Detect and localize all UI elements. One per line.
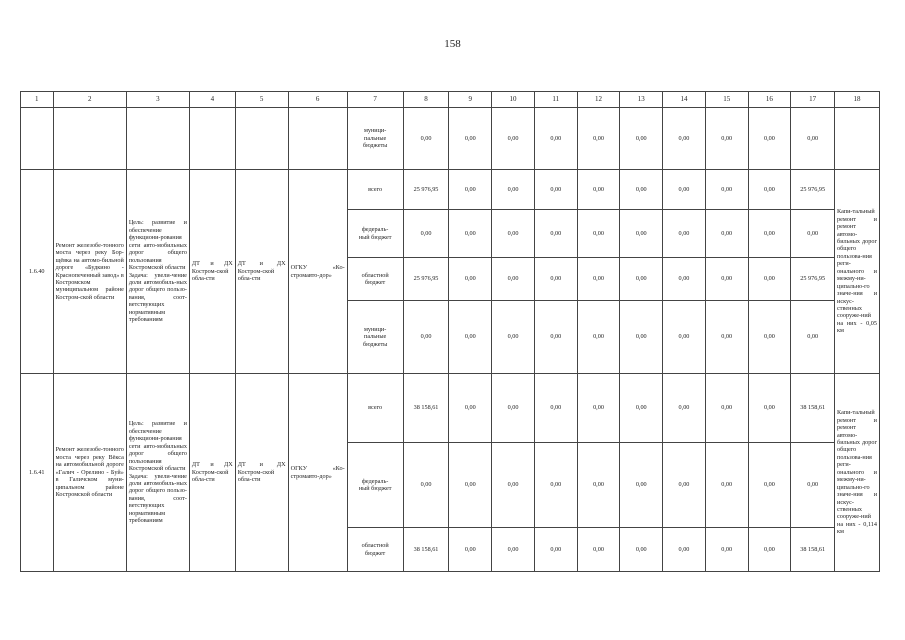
funding-source: федераль- ный бюджет: [347, 210, 403, 258]
value-cell: 0,00: [403, 108, 449, 170]
empty-cell: [53, 108, 126, 170]
expected-result: Капи-тальный ремонт и ремонт автомо-бильных дорог общего пользова-ния реги-онального и межму-ни-ципально-го значе-ния и искус-ственных сооруже-ний на них - 0,114 км: [835, 374, 880, 572]
value-cell: 0,00: [791, 210, 835, 258]
continuation-row: [21, 108, 880, 170]
value-cell: 0,00: [620, 108, 663, 170]
co-executor: ДТ и ДХ Костром-ской обла-сти: [235, 374, 288, 572]
value-cell: 0,00: [534, 528, 577, 572]
value-cell: 0,00: [534, 108, 577, 170]
header-cell-5: 5: [235, 92, 288, 108]
value-cell: 0,00: [705, 443, 748, 528]
header-cell-16: 16: [748, 92, 791, 108]
value-cell: 0,00: [449, 301, 492, 374]
responsible-executor: ДТ и ДХ Костром-ской обла-сти: [189, 170, 235, 374]
value-cell: 0,00: [748, 528, 791, 572]
header-cell-1: 1: [21, 92, 54, 108]
value-cell: 25 976,95: [791, 258, 835, 301]
empty-cell: [126, 108, 189, 170]
value-cell: 38 158,61: [403, 374, 449, 443]
header-cell-7: 7: [347, 92, 403, 108]
header-cell-17: 17: [791, 92, 835, 108]
value-cell: 38 158,61: [791, 528, 835, 572]
value-cell: 0,00: [748, 258, 791, 301]
value-cell: 0,00: [663, 301, 706, 374]
value-cell: 0,00: [403, 210, 449, 258]
value-cell: 0,00: [663, 258, 706, 301]
item-name: Ремонт железобе-тонного моста через реку Вёкса на автомобильной дороге «Галич - Орелино - Буй» в Галичском муни-ципальном районе Костромской области: [53, 374, 126, 572]
value-cell: 0,00: [620, 258, 663, 301]
value-cell: 0,00: [577, 301, 620, 374]
value-cell: 0,00: [449, 108, 492, 170]
value-cell: 0,00: [449, 210, 492, 258]
value-cell: 0,00: [705, 108, 748, 170]
value-cell: 0,00: [577, 528, 620, 572]
value-cell: 0,00: [534, 443, 577, 528]
participant: ОГКУ «Ко-стромавто-дор»: [288, 374, 347, 572]
value-cell: 0,00: [449, 374, 492, 443]
funding-source: областной бюджет: [347, 258, 403, 301]
value-cell: 0,00: [705, 210, 748, 258]
funding-source: всего: [347, 374, 403, 443]
header-cell-6: 6: [288, 92, 347, 108]
value-cell: 0,00: [748, 301, 791, 374]
responsible-executor: ДТ и ДХ Костром-ской обла-сти: [189, 374, 235, 572]
value-cell: 0,00: [534, 258, 577, 301]
value-cell: 0,00: [492, 528, 535, 572]
value-cell: 0,00: [748, 210, 791, 258]
value-cell: 0,00: [577, 443, 620, 528]
value-cell: 0,00: [492, 301, 535, 374]
participant: ОГКУ «Ко-стромавто-дор»: [288, 170, 347, 374]
value-cell: 0,00: [577, 374, 620, 443]
value-cell: 0,00: [705, 170, 748, 210]
header-cell-11: 11: [534, 92, 577, 108]
value-cell: 0,00: [620, 170, 663, 210]
value-cell: 0,00: [748, 170, 791, 210]
header-cell-3: 3: [126, 92, 189, 108]
header-cell-4: 4: [189, 92, 235, 108]
item-goal: Цель: развитие и обеспечение функциони-рования сети авто-мобильных дорог общего пользования Костромской области Задача: увели-чение доли автомобиль-ных дорог общего пользо-вания, соот-ветствующих нормативным требованиям: [126, 170, 189, 374]
value-cell: 0,00: [748, 374, 791, 443]
value-cell: 0,00: [577, 108, 620, 170]
value-cell: 38 158,61: [791, 374, 835, 443]
value-cell: 0,00: [449, 528, 492, 572]
value-cell: 0,00: [449, 170, 492, 210]
value-cell: 0,00: [791, 301, 835, 374]
header-cell-8: 8: [403, 92, 449, 108]
empty-cell: [288, 108, 347, 170]
item-number: 1.6.40: [21, 170, 54, 374]
header-row: [21, 92, 880, 108]
value-cell: 0,00: [620, 443, 663, 528]
value-cell: 0,00: [620, 210, 663, 258]
item-2-row: [21, 374, 880, 443]
value-cell: 0,00: [534, 301, 577, 374]
empty-cell: [189, 108, 235, 170]
header-cell-10: 10: [492, 92, 535, 108]
funding-source: федераль- ный бюджет: [347, 443, 403, 528]
value-cell: 25 976,95: [403, 170, 449, 210]
funding-source: областной бюджет: [347, 528, 403, 572]
value-cell: 0,00: [705, 528, 748, 572]
funding-source: всего: [347, 170, 403, 210]
value-cell: 25 976,95: [403, 258, 449, 301]
value-cell: 0,00: [492, 210, 535, 258]
funding-source: муници- пальные бюджеты: [347, 301, 403, 374]
value-cell: 0,00: [577, 258, 620, 301]
empty-cell: [235, 108, 288, 170]
value-cell: 0,00: [492, 170, 535, 210]
item-number: 1.6.41: [21, 374, 54, 572]
header-cell-14: 14: [663, 92, 706, 108]
value-cell: 0,00: [492, 443, 535, 528]
value-cell: 0,00: [663, 443, 706, 528]
value-cell: 0,00: [577, 210, 620, 258]
header-cell-2: 2: [53, 92, 126, 108]
value-cell: 0,00: [620, 528, 663, 572]
header-cell-18: 18: [835, 92, 880, 108]
value-cell: 25 976,95: [791, 170, 835, 210]
value-cell: 0,00: [705, 374, 748, 443]
value-cell: 0,00: [492, 374, 535, 443]
header-cell-15: 15: [705, 92, 748, 108]
value-cell: 0,00: [577, 170, 620, 210]
value-cell: 0,00: [534, 170, 577, 210]
item-name: Ремонт железобе-тонного моста через реку Бор-щёвка на автомо-бильной дороге «Будкино - Краснопеченный завод» в Костромском муниципальном районе Костром-ской области: [53, 170, 126, 374]
value-cell: 0,00: [492, 258, 535, 301]
co-executor: ДТ и ДХ Костром-ской обла-сти: [235, 170, 288, 374]
header-cell-12: 12: [577, 92, 620, 108]
expected-result: Капи-тальный ремонт и ремонт автомо-бильных дорог общего пользова-ния реги-онального и межму-ни-ципально-го значе-ния и искус-ственных сооруже-ний на них - 0,05 км: [835, 170, 880, 374]
funding-source: муници- пальные бюджеты: [347, 108, 403, 170]
value-cell: 0,00: [748, 108, 791, 170]
value-cell: 0,00: [748, 443, 791, 528]
value-cell: 0,00: [620, 374, 663, 443]
item-1-row: [21, 170, 880, 210]
empty-cell: [835, 108, 880, 170]
value-cell: 38 158,61: [403, 528, 449, 572]
value-cell: 0,00: [791, 108, 835, 170]
value-cell: 0,00: [449, 443, 492, 528]
value-cell: 0,00: [705, 258, 748, 301]
value-cell: 0,00: [791, 443, 835, 528]
page-number: 158: [444, 38, 461, 50]
value-cell: 0,00: [534, 374, 577, 443]
value-cell: 0,00: [663, 170, 706, 210]
value-cell: 0,00: [534, 210, 577, 258]
value-cell: 0,00: [663, 374, 706, 443]
value-cell: 0,00: [449, 258, 492, 301]
value-cell: 0,00: [620, 301, 663, 374]
item-goal: Цель: развитие и обеспечение функциони-рования сети авто-мобильных дорог общего пользования Костромской области Задача: увели-чение доли автомобиль-ных дорог общего пользо-вания, соот-ветствующих нормативным требованиям: [126, 374, 189, 572]
value-cell: 0,00: [403, 301, 449, 374]
program-table: [20, 91, 880, 572]
value-cell: 0,00: [492, 108, 535, 170]
header-cell-9: 9: [449, 92, 492, 108]
value-cell: 0,00: [663, 210, 706, 258]
value-cell: 0,00: [705, 301, 748, 374]
value-cell: 0,00: [663, 108, 706, 170]
empty-cell: [21, 108, 54, 170]
header-cell-13: 13: [620, 92, 663, 108]
value-cell: 0,00: [663, 528, 706, 572]
value-cell: 0,00: [403, 443, 449, 528]
